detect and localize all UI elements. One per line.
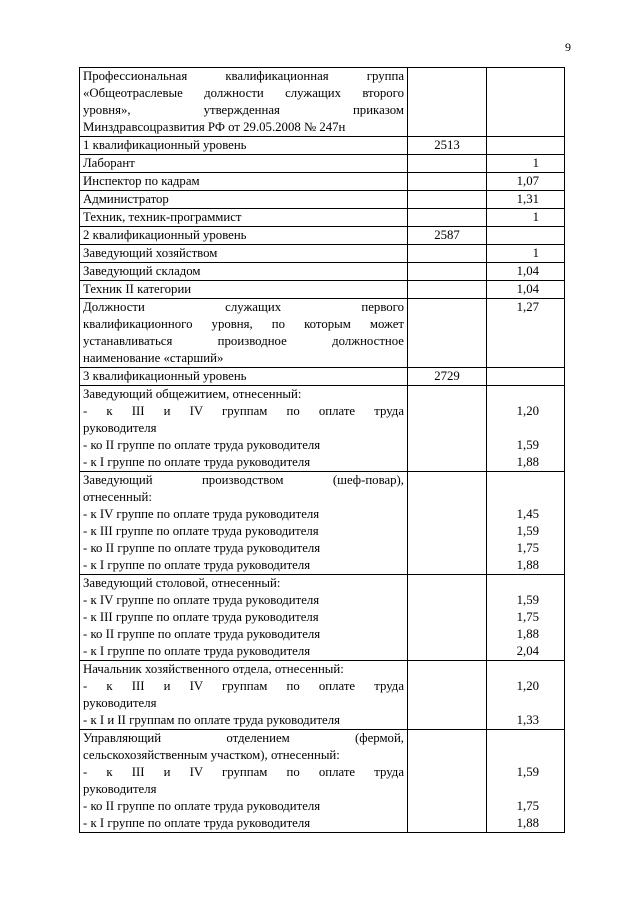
coefficient-value [490,781,539,798]
cell-text-line: Инспектор по кадрам [83,174,200,188]
cell-text-line: - к III и IV группам по оплате труда [83,765,404,779]
position-cell [80,730,408,833]
position-cell [80,227,408,245]
table-row [80,137,565,155]
cell-text-line: руководителя [83,782,157,796]
coefficient-value: 1,88 [516,816,539,830]
table-row [80,368,565,386]
coefficient-value: 1,75 [516,541,539,555]
cell-text-line: - ко II группе по оплате труда руководителя [83,799,321,813]
coefficient-value: 1,59 [516,524,539,538]
coefficient-cell [487,386,565,472]
position-cell [80,472,408,575]
coefficient-value [490,695,539,712]
table-header-row [80,68,565,137]
cell-text-line: Лаборант [83,156,135,170]
table-row [80,386,565,472]
cell-text-line: - к III и IV группам по оплате труда [83,404,404,418]
coefficient-value [490,350,539,367]
table-row [80,263,565,281]
coefficient-value [490,730,539,747]
coefficient-value: 1,20 [516,679,539,693]
coefficient-value: 1,75 [516,799,539,813]
coefficient-value: 1,88 [516,455,539,469]
cell-text-line: наименование «старший» [83,351,224,365]
coefficient-value [490,661,539,678]
cell-text-line: - к III группе по оплате труда руководителя [83,610,319,624]
coefficient-cell [487,209,565,227]
coefficient-cell [487,575,565,661]
coefficient-value: 1,59 [516,593,539,607]
coefficient-value [490,316,539,333]
coefficient-cell [487,368,565,386]
coefficient-cell [487,245,565,263]
coefficient-value [490,333,539,350]
salary-cell [408,575,487,661]
coefficient-value [490,368,539,385]
cell-text-line: - к I группе по оплате труда руководителя [83,644,311,658]
cell-text-line: уровня», утвержденная приказом [83,103,404,117]
cell-text-line: Техник II категории [83,282,192,296]
cell-text-line: Начальник хозяйственного отдела, отнесенный: [83,662,344,676]
position-cell [80,191,408,209]
cell-text-line: - к I группе по оплате труда руководителя [83,455,311,469]
cell-text-line: квалификационного уровня, по которым может [83,317,404,331]
coefficient-value: 2,04 [516,644,539,658]
coefficient-cell [487,155,565,173]
coefficient-value [490,386,539,403]
table-row [80,191,565,209]
salary-cell [408,155,487,173]
table-row [80,575,565,661]
salary-cell: 2513 [408,137,487,155]
cell-text-line: Заведующий столовой, отнесенный: [83,576,281,590]
cell-text-line: - к I группе по оплате труда руководителя [83,816,311,830]
coefficient-value [490,227,539,244]
coefficient-cell [487,730,565,833]
cell-text-line: устанавливаться производное должностное [83,334,404,348]
coefficient-cell [487,472,565,575]
coefficient-value: 1 [532,156,539,170]
cell-text-line: Должности служащих первого [83,300,404,314]
salary-cell [408,281,487,299]
table-row [80,661,565,730]
salary-cell [408,68,487,137]
table-row [80,227,565,245]
coefficient-cell [487,263,565,281]
coefficient-value: 1,88 [516,558,539,572]
cell-text-line: руководителя [83,696,157,710]
cell-text-line: Заведующий общежитием, отнесенный: [83,387,302,401]
table-row [80,281,565,299]
cell-text-line: руководителя [83,421,157,435]
coefficient-cell [487,281,565,299]
coefficient-value: 1,27 [516,300,539,314]
salary-cell [408,730,487,833]
position-cell [80,245,408,263]
salary-cell [408,191,487,209]
table-row [80,730,565,833]
position-cell [80,155,408,173]
cell-text-line: 2 квалификационный уровень [83,228,247,242]
salary-cell [408,299,487,368]
cell-text-line: - к IV группе по оплате труда руководителя [83,593,320,607]
table-row [80,472,565,575]
salary-cell [408,263,487,281]
coefficient-cell [487,68,565,137]
coefficient-value: 1,07 [516,174,539,188]
position-cell [80,263,408,281]
coefficient-value [490,472,539,489]
coefficient-value: 1,59 [516,438,539,452]
coefficient-value [490,489,539,506]
cell-text-line: Техник, техник-программист [83,210,242,224]
page-number: 9 [565,40,571,54]
cell-text-line: отнесенный: [83,490,152,504]
position-cell [80,281,408,299]
salary-cell [408,472,487,575]
cell-text-line: «Общеотраслевые должности служащих второго [83,86,404,100]
cell-text-line: - к III и IV группам по оплате труда [83,679,404,693]
cell-text-line: - ко II группе по оплате труда руководителя [83,541,321,555]
coefficient-value: 1,31 [516,192,539,206]
coefficient-value: 1,04 [516,282,539,296]
coefficient-value: 1,88 [516,627,539,641]
group-title-cell [80,68,408,137]
coefficient-value: 1,20 [516,404,539,418]
table-row [80,155,565,173]
coefficient-value: 1,33 [516,713,539,727]
salary-cell: 2587 [408,227,487,245]
cell-text-line: Администратор [83,192,169,206]
table-row [80,173,565,191]
coefficient-value: 1 [532,210,539,224]
salary-cell [408,386,487,472]
cell-text-line: - ко II группе по оплате труда руководителя [83,438,321,452]
coefficient-value: 1,59 [516,765,539,779]
position-cell [80,386,408,472]
coefficient-value [490,420,539,437]
position-cell [80,661,408,730]
cell-text-line: Заведующий складом [83,264,201,278]
cell-text-line: - к I группе по оплате труда руководителя [83,558,311,572]
cell-text-line: 1 квалификационный уровень [83,138,247,152]
coefficient-value [490,747,539,764]
cell-text-line: Заведующий производством (шеф-повар), [83,473,404,487]
coefficient-cell [487,137,565,155]
cell-text-line: - ко II группе по оплате труда руководителя [83,627,321,641]
table-body [80,68,565,833]
salary-cell [408,245,487,263]
coefficient-value: 1,75 [516,610,539,624]
table-row [80,209,565,227]
coefficient-value: 1,04 [516,264,539,278]
cell-text-line: Заведующий хозяйством [83,246,218,260]
salary-cell [408,209,487,227]
cell-text-line: Минздравсоцразвития РФ от 29.05.2008 № 247н [83,120,346,134]
position-cell [80,575,408,661]
coefficient-cell [487,227,565,245]
cell-text-line: - к IV группе по оплате труда руководителя [83,507,320,521]
position-cell [80,299,408,368]
cell-text-line: Управляющий отделением (фермой, [83,731,404,745]
position-cell [80,173,408,191]
salary-cell [408,661,487,730]
salary-cell [408,173,487,191]
coefficient-cell [487,191,565,209]
qualification-table [79,67,565,833]
cell-text-line: - к I и II группам по оплате труда руководителя [83,713,340,727]
position-cell [80,368,408,386]
coefficient-value [490,575,539,592]
cell-text-line: сельскохозяйственным участком), отнесенный: [83,748,340,762]
position-cell [80,209,408,227]
cell-text-line: - к III группе по оплате труда руководителя [83,524,319,538]
cell-text-line: Профессиональная квалификационная группа [83,69,404,83]
cell-text-line: 3 квалификационный уровень [83,369,247,383]
salary-cell: 2729 [408,368,487,386]
coefficient-cell [487,173,565,191]
coefficient-cell [487,661,565,730]
table-row [80,245,565,263]
position-cell [80,137,408,155]
coefficient-value: 1,45 [516,507,539,521]
table-row [80,299,565,368]
coefficient-value: 1 [532,246,539,260]
coefficient-value [490,137,539,154]
coefficient-cell [487,299,565,368]
